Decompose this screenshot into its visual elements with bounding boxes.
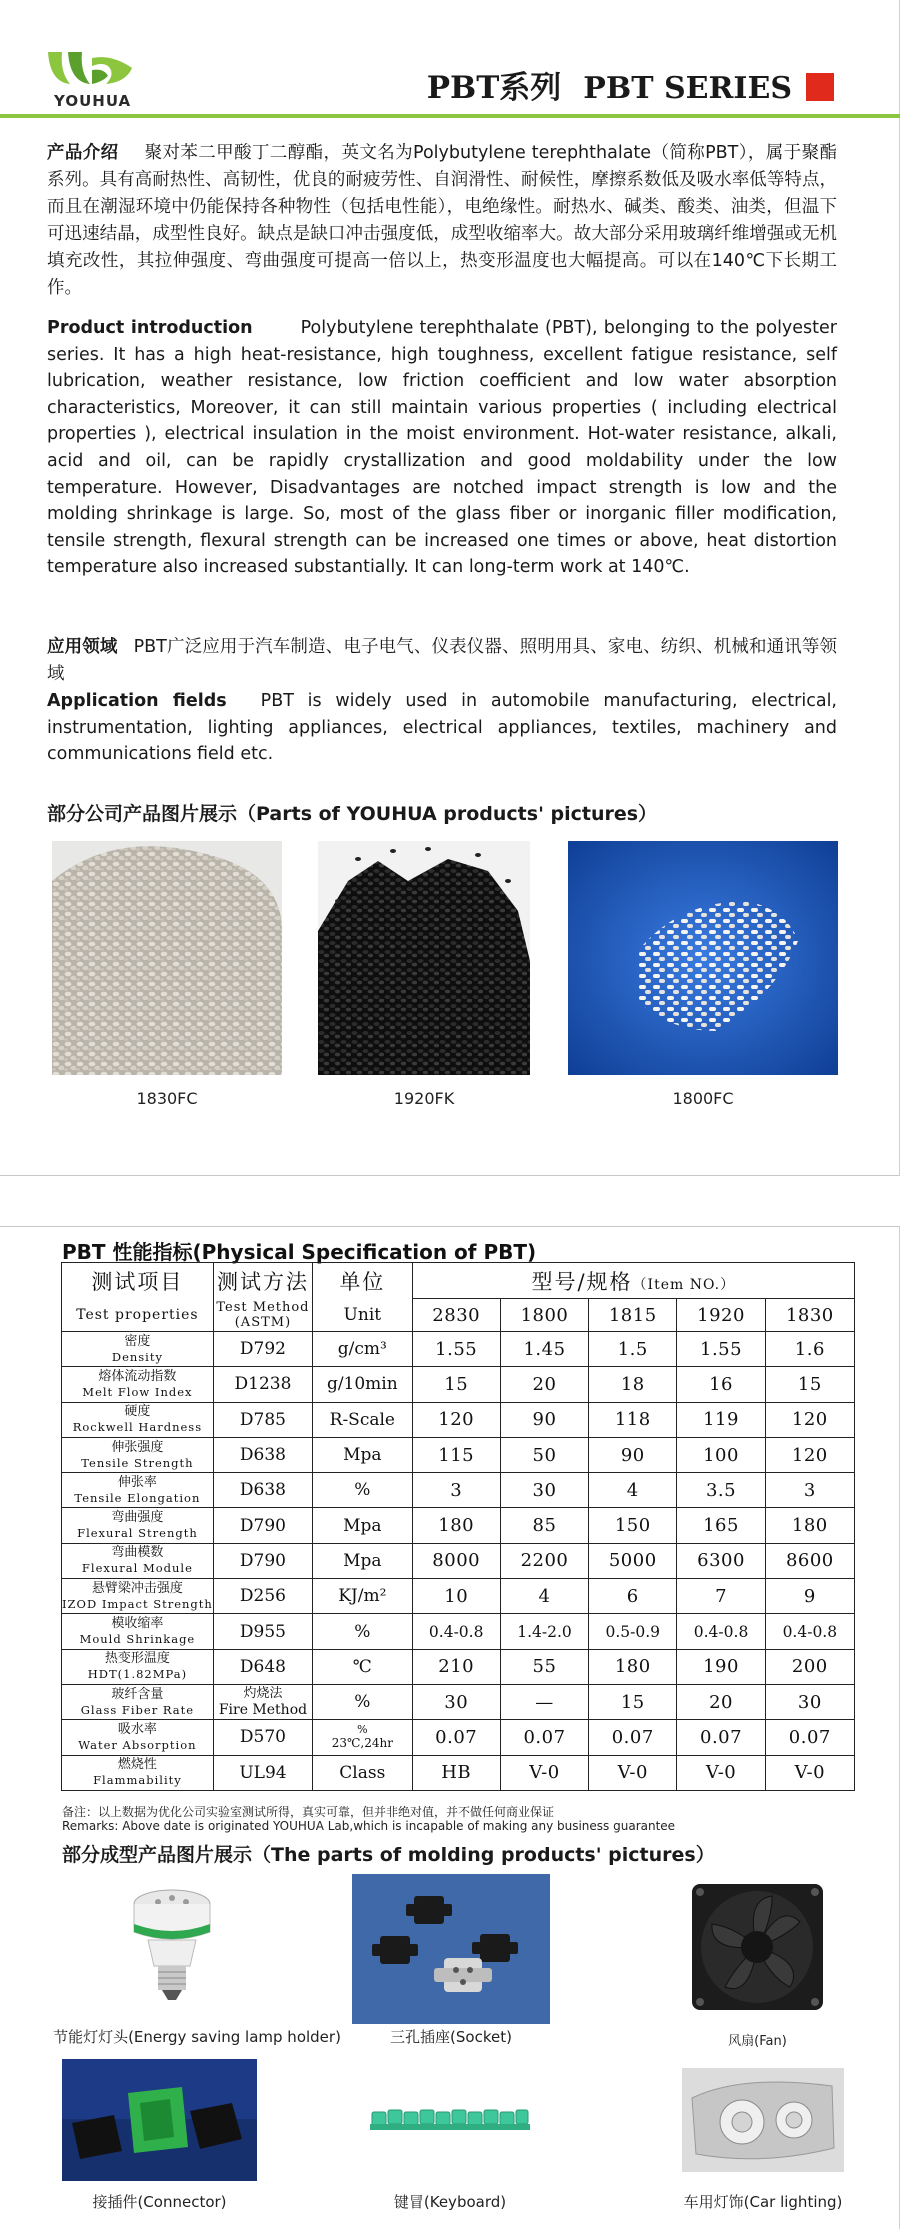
pellets-natural-image bbox=[52, 841, 282, 1075]
value-cell: 120 bbox=[765, 1437, 854, 1472]
prop-cell bbox=[62, 1579, 214, 1614]
method-cn: 灼烧法 bbox=[243, 1686, 283, 1702]
prop-cell bbox=[62, 1684, 214, 1719]
spec-row bbox=[62, 1402, 855, 1437]
prop-en: Melt Flow Index bbox=[82, 1384, 193, 1399]
value-cell: 150 bbox=[589, 1508, 677, 1543]
method-cell: D648 bbox=[213, 1649, 312, 1684]
product-photo-1830fc bbox=[52, 841, 282, 1075]
application-en-label: Application fields bbox=[47, 691, 227, 711]
molding-title: 部分成型产品图片展示（The parts of molding products' pictures） bbox=[62, 1844, 715, 1866]
application-cn-text: PBT广泛应用于汽车制造、电子电气、仪表仪器、照明用具、家电、纺织、机械和通讯等领域 bbox=[47, 637, 838, 684]
value-cell: 0.07 bbox=[677, 1720, 765, 1755]
col-unit-cn: 单位 bbox=[313, 1263, 412, 1299]
value-cell: 0.07 bbox=[765, 1720, 854, 1755]
prop-cell bbox=[62, 1332, 214, 1367]
value-cell: 1.55 bbox=[412, 1332, 500, 1367]
value-cell: 7 bbox=[677, 1579, 765, 1614]
value-cell: 3.5 bbox=[677, 1473, 765, 1508]
prop-en: Density bbox=[111, 1349, 163, 1364]
prop-cell bbox=[62, 1543, 214, 1578]
molding-caption-5: 键冒(Keyboard) bbox=[393, 2193, 507, 2211]
value-cell: 4 bbox=[589, 1473, 677, 1508]
prop-cell bbox=[62, 1508, 214, 1543]
value-cell: 0.4-0.8 bbox=[677, 1614, 765, 1649]
value-cell: 15 bbox=[589, 1684, 677, 1719]
prop-cn: 密度 bbox=[124, 1333, 151, 1349]
value-cell: 30 bbox=[412, 1684, 500, 1719]
prop-en: IZOD Impact Strength bbox=[62, 1596, 213, 1611]
lamp-holder-image bbox=[118, 1884, 226, 2004]
col-method-en bbox=[213, 1299, 312, 1332]
application-cn bbox=[47, 634, 837, 688]
value-cell: 180 bbox=[589, 1649, 677, 1684]
value-cell: 0.4-0.8 bbox=[765, 1614, 854, 1649]
col-unit-en: Unit bbox=[313, 1299, 412, 1332]
product-photo-1800fc bbox=[568, 841, 838, 1075]
grade-1800: 1800 bbox=[500, 1299, 588, 1332]
spec-row bbox=[62, 1473, 855, 1508]
value-cell: 8000 bbox=[412, 1543, 500, 1578]
value-cell: 20 bbox=[500, 1367, 588, 1402]
spec-row bbox=[62, 1367, 855, 1402]
spec-row bbox=[62, 1332, 855, 1367]
prop-cn: 模收缩率 bbox=[111, 1616, 164, 1632]
grade-1815: 1815 bbox=[589, 1299, 677, 1332]
method-cell: D256 bbox=[213, 1579, 312, 1614]
lamp-holder-icon bbox=[118, 1884, 226, 2004]
accent-square bbox=[806, 73, 834, 101]
prop-cell bbox=[62, 1402, 214, 1437]
molding-caption-3: 风扇(Fan) bbox=[728, 2034, 787, 2049]
car-lighting-image bbox=[682, 2068, 844, 2172]
spec-row bbox=[62, 1614, 855, 1649]
spec-table bbox=[61, 1262, 855, 1791]
remark-en: Remarks: Above date is originated YOUHUA Lab,which is incapable of making any business guarantee bbox=[62, 1819, 676, 1833]
method-cell: D790 bbox=[213, 1508, 312, 1543]
unit-cell: % bbox=[313, 1614, 412, 1649]
value-cell: 119 bbox=[677, 1402, 765, 1437]
series-title-cn: PBT系列 bbox=[426, 70, 562, 106]
unit-cell: Class bbox=[313, 1755, 412, 1790]
prop-cell bbox=[62, 1473, 214, 1508]
spec-row bbox=[62, 1684, 855, 1719]
value-cell: 180 bbox=[765, 1508, 854, 1543]
value-cell: 8600 bbox=[765, 1543, 854, 1578]
unit-cell bbox=[313, 1720, 412, 1755]
value-cell: 50 bbox=[500, 1437, 588, 1472]
method-cell bbox=[213, 1684, 312, 1719]
value-cell: 6 bbox=[589, 1579, 677, 1614]
application-cn-label: 应用领域 bbox=[47, 637, 118, 657]
product-caption-2: 1920FK bbox=[393, 1089, 455, 1108]
unit-cell: ℃ bbox=[313, 1649, 412, 1684]
intro-cn-label: 产品介绍 bbox=[47, 143, 119, 163]
intro-en-text: Polybutylene terephthalate (PBT), belonging to the polyester series. It has a high heat-resistance, high toughness, excellent fatigue resistance, self lubrication, weather resistance, low friction coefficient and low water absorption characteristics, Moreover, it can still maintain various properties ( including electrical properties ), electrical insulation in the moist environment. Hot-water resistance, alkali, acid and oil, can be rapidly crystallization and good moldability under the low temperature. However, Disadvantages are notched impact strength is low and the molding shrinkage is large. So, most of the glass fiber or inorganic filler modification, tensile strength, flexural strength can be increased one times or above, heat distortion temperature also increased substantially. It can long-term work at 140℃. bbox=[47, 318, 837, 578]
spec-row bbox=[62, 1543, 855, 1578]
prop-cn: 悬臂梁冲击强度 bbox=[91, 1580, 183, 1596]
method-en: Fire Method bbox=[218, 1702, 308, 1719]
spec-row bbox=[62, 1755, 855, 1790]
spec-header-row-cn bbox=[62, 1263, 855, 1299]
prop-en: Flexural Strength bbox=[77, 1526, 198, 1541]
prop-cn: 燃烧性 bbox=[117, 1757, 157, 1773]
logo-text: YOUHUA bbox=[54, 92, 132, 110]
col-prop-en: Test properties bbox=[62, 1299, 214, 1332]
prop-cell bbox=[62, 1614, 214, 1649]
prop-cn: 伸张率 bbox=[117, 1474, 157, 1490]
value-cell: 18 bbox=[589, 1367, 677, 1402]
value-cell: 100 bbox=[677, 1437, 765, 1472]
prop-en: Flexural Module bbox=[81, 1561, 193, 1576]
socket-icon bbox=[352, 1874, 550, 2024]
spec-row bbox=[62, 1508, 855, 1543]
value-cell: 90 bbox=[589, 1437, 677, 1472]
prop-cell bbox=[62, 1755, 214, 1790]
spec-body bbox=[62, 1332, 855, 1791]
pellets-white-image bbox=[568, 841, 838, 1075]
value-cell: 10 bbox=[412, 1579, 500, 1614]
value-cell: 0.07 bbox=[500, 1720, 588, 1755]
grade-2830: 2830 bbox=[412, 1299, 500, 1332]
prop-en: Tensile Elongation bbox=[74, 1490, 201, 1505]
unit-cell: g/cm³ bbox=[313, 1332, 412, 1367]
value-cell: 190 bbox=[677, 1649, 765, 1684]
value-cell: 85 bbox=[500, 1508, 588, 1543]
value-cell: 90 bbox=[500, 1402, 588, 1437]
value-cell: 120 bbox=[765, 1402, 854, 1437]
fan-image bbox=[690, 1882, 825, 2012]
value-cell: V-0 bbox=[589, 1755, 677, 1790]
molding-caption-1: 节能灯灯头(Energy saving lamp holder) bbox=[53, 2028, 341, 2046]
value-cell: 3 bbox=[765, 1473, 854, 1508]
pellets-black-image bbox=[318, 841, 530, 1075]
prop-cn: 热变形温度 bbox=[104, 1651, 170, 1667]
value-cell: 16 bbox=[677, 1367, 765, 1402]
value-cell: 0.07 bbox=[412, 1720, 500, 1755]
prop-en: Glass Fiber Rate bbox=[80, 1702, 195, 1717]
value-cell: 55 bbox=[500, 1649, 588, 1684]
value-cell: 1.4-2.0 bbox=[500, 1614, 588, 1649]
value-cell: 0.4-0.8 bbox=[412, 1614, 500, 1649]
value-cell: 6300 bbox=[677, 1543, 765, 1578]
spec-row bbox=[62, 1720, 855, 1755]
unit-cell: Mpa bbox=[313, 1543, 412, 1578]
value-cell: 15 bbox=[765, 1367, 854, 1402]
spec-row bbox=[62, 1579, 855, 1614]
value-cell: 3 bbox=[412, 1473, 500, 1508]
value-cell: 165 bbox=[677, 1508, 765, 1543]
col-prop-cn: 测试项目 bbox=[62, 1263, 214, 1299]
product-photo-1920fk bbox=[318, 841, 530, 1075]
value-cell: 1.55 bbox=[677, 1332, 765, 1367]
grade-1920: 1920 bbox=[677, 1299, 765, 1332]
value-cell: V-0 bbox=[677, 1755, 765, 1790]
prop-cn: 弯曲强度 bbox=[111, 1510, 164, 1526]
prop-en: Rockwell Hardness bbox=[72, 1420, 203, 1435]
prop-cn: 熔体流动指数 bbox=[98, 1368, 177, 1384]
prop-cn: 硬度 bbox=[124, 1404, 151, 1420]
prop-cn: 吸水率 bbox=[117, 1721, 157, 1737]
value-cell: 120 bbox=[412, 1402, 500, 1437]
unit-cell: KJ/m² bbox=[313, 1579, 412, 1614]
value-cell: 4 bbox=[500, 1579, 588, 1614]
application-en bbox=[47, 688, 837, 768]
col-model-cn: 型号/规格 bbox=[531, 1269, 633, 1294]
unit-cell: % bbox=[313, 1684, 412, 1719]
unit-cell: g/10min bbox=[313, 1367, 412, 1402]
spec-title: PBT 性能指标(Physical Specification of PBT) bbox=[62, 1240, 537, 1264]
unit-text: 23℃,24hr bbox=[331, 1736, 393, 1751]
method-cell: D955 bbox=[213, 1614, 312, 1649]
method-cell: D638 bbox=[213, 1437, 312, 1472]
method-cell: D638 bbox=[213, 1473, 312, 1508]
value-cell: 30 bbox=[765, 1684, 854, 1719]
product-caption-1: 1830FC bbox=[136, 1089, 198, 1108]
value-cell: 1.6 bbox=[765, 1332, 854, 1367]
value-cell: 0.5-0.9 bbox=[589, 1614, 677, 1649]
value-cell: HB bbox=[412, 1755, 500, 1790]
grade-1830: 1830 bbox=[765, 1299, 854, 1332]
molding-caption-4: 接插件(Connector) bbox=[92, 2193, 227, 2211]
products-title: 部分公司产品图片展示（Parts of YOUHUA products' pictures） bbox=[47, 803, 658, 825]
prop-cell bbox=[62, 1720, 214, 1755]
prop-en: HDT(1.82MPa) bbox=[87, 1667, 188, 1682]
value-cell: 118 bbox=[589, 1402, 677, 1437]
car-lighting-icon bbox=[682, 2068, 844, 2172]
connector-icon bbox=[62, 2059, 257, 2181]
value-cell: 115 bbox=[412, 1437, 500, 1472]
value-cell: 15 bbox=[412, 1367, 500, 1402]
col-model-header bbox=[412, 1263, 854, 1299]
spec-row bbox=[62, 1649, 855, 1684]
molding-caption-2: 三孔插座(Socket) bbox=[390, 2028, 512, 2046]
prop-cell bbox=[62, 1437, 214, 1472]
prop-en: Flammability bbox=[93, 1773, 182, 1788]
value-cell: 200 bbox=[765, 1649, 854, 1684]
method-cell: D570 bbox=[213, 1720, 312, 1755]
col-method-en-1: Test Method bbox=[216, 1299, 310, 1315]
header bbox=[0, 0, 900, 122]
series-title bbox=[427, 62, 792, 107]
prop-cn: 伸张强度 bbox=[111, 1439, 164, 1455]
unit-top: % bbox=[357, 1723, 368, 1737]
value-cell: 1.45 bbox=[500, 1332, 588, 1367]
intro-cn bbox=[47, 140, 837, 302]
prop-en: Water Absorption bbox=[78, 1737, 197, 1752]
value-cell: 210 bbox=[412, 1649, 500, 1684]
prop-cell bbox=[62, 1649, 214, 1684]
prop-cn: 弯曲模数 bbox=[111, 1545, 164, 1561]
value-cell: 2200 bbox=[500, 1543, 588, 1578]
molding-caption-6: 车用灯饰(Car lighting) bbox=[683, 2193, 843, 2211]
value-cell: 1.5 bbox=[589, 1332, 677, 1367]
value-cell: 30 bbox=[500, 1473, 588, 1508]
prop-cell bbox=[62, 1367, 214, 1402]
unit-cell: R-Scale bbox=[313, 1402, 412, 1437]
intro-en bbox=[47, 315, 837, 581]
value-cell: 180 bbox=[412, 1508, 500, 1543]
value-cell: V-0 bbox=[500, 1755, 588, 1790]
prop-en: Mould Shrinkage bbox=[79, 1632, 196, 1647]
series-title-en: PBT SERIES bbox=[583, 71, 792, 106]
method-cell: D785 bbox=[213, 1402, 312, 1437]
socket-image bbox=[352, 1874, 550, 2024]
header-divider bbox=[0, 114, 900, 118]
unit-cell: % bbox=[313, 1473, 412, 1508]
remark-cn: 备注：以上数据为优化公司实验室测试所得，真实可靠，但并非绝对值，并不做任何商业保证 bbox=[62, 1805, 555, 1819]
connector-image bbox=[62, 2059, 257, 2181]
method-cell: UL94 bbox=[213, 1755, 312, 1790]
keyboard-keys-icon bbox=[370, 2098, 530, 2142]
spec-row bbox=[62, 1437, 855, 1472]
keyboard-image bbox=[370, 2098, 530, 2142]
fan-icon bbox=[690, 1882, 825, 2012]
value-cell: — bbox=[500, 1684, 588, 1719]
col-item-no: （Item NO.） bbox=[632, 1276, 736, 1293]
product-caption-3: 1800FC bbox=[672, 1089, 734, 1108]
col-method-cn: 测试方法 bbox=[213, 1263, 312, 1299]
unit-cell: Mpa bbox=[313, 1508, 412, 1543]
intro-en-label: Product introduction bbox=[47, 318, 253, 338]
prop-en: Tensile Strength bbox=[81, 1455, 194, 1470]
method-cell: D1238 bbox=[213, 1367, 312, 1402]
value-cell: 20 bbox=[677, 1684, 765, 1719]
col-method-en-2: (ASTM) bbox=[234, 1314, 292, 1330]
value-cell: V-0 bbox=[765, 1755, 854, 1790]
application-en-text: PBT is widely used in automobile manufacturing, electrical, instrumentation, lighting appliances, electrical appliances, textiles, machinery and communications field etc. bbox=[47, 691, 837, 765]
method-cell: D792 bbox=[213, 1332, 312, 1367]
value-cell: 0.07 bbox=[589, 1720, 677, 1755]
value-cell: 5000 bbox=[589, 1543, 677, 1578]
method-cell: D790 bbox=[213, 1543, 312, 1578]
intro-cn-text: 聚对苯二甲酸丁二醇酯，英文名为Polybutylene terephthalate（简称PBT），属于聚酯系列。具有高耐热性、高韧性，优良的耐疲劳性、自润滑性、耐候性，摩擦系数低及吸水率低等特点，而且在潮湿环境中仍能保持各种物性（包括电性能），电绝缘性。耐热水、碱类、酸类、油类，但温下可迅速结晶，成型性良好。缺点是缺口冲击强度低，成型收缩率大。故大部分采用玻璃纤维增强或无机填充改性，其拉伸强度、弯曲强度可提高一倍以上，热变形温度也大幅提高。可以在140℃下长期工作。 bbox=[47, 143, 837, 298]
value-cell: 9 bbox=[765, 1579, 854, 1614]
unit-cell: Mpa bbox=[313, 1437, 412, 1472]
spec-header-row-en bbox=[62, 1299, 855, 1332]
prop-cn: 玻纤含量 bbox=[111, 1686, 164, 1702]
